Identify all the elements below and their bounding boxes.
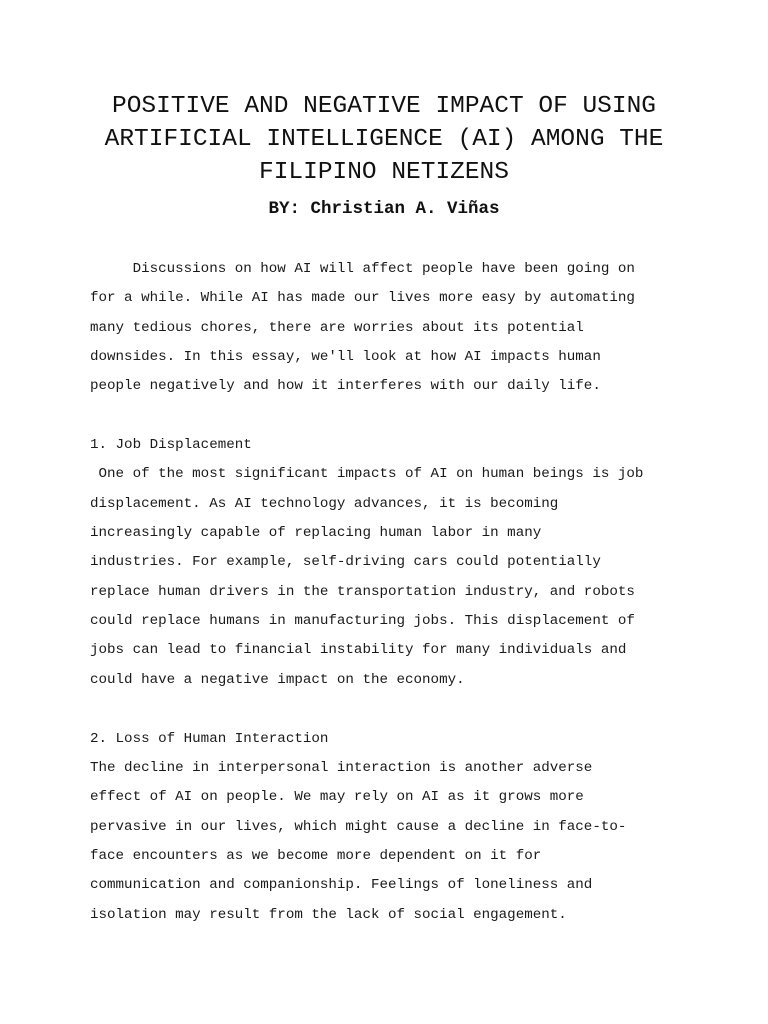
text-line: pervasive in our lives, which might cause a decline in face-to- (90, 818, 627, 835)
text-line: many tedious chores, there are worries about its potential (90, 319, 584, 336)
title-line: FILIPINO NETIZENS (259, 159, 509, 186)
text-line: The decline in interpersonal interaction is another adverse (90, 759, 593, 776)
title-line: POSITIVE AND NEGATIVE IMPACT OF USING (112, 93, 656, 120)
text-line: effect of AI on people. We may rely on AI as it grows more (90, 789, 584, 806)
text-line: face encounters as we become more dependent on it for (90, 847, 542, 864)
author-byline: BY: Christian A. Viñas (268, 199, 500, 219)
text-line: increasingly capable of replacing human labor in many (90, 525, 542, 542)
section-heading: 1. Job Displacement (90, 437, 252, 454)
document-title (40, 90, 728, 189)
text-line: for a while. While AI has made our lives more easy by automating (90, 290, 635, 307)
document-body (90, 255, 690, 930)
text-line: people negatively and how it interferes with our daily life. (90, 378, 601, 395)
text-line: replace human drivers in the transportation industry, and robots (90, 583, 635, 600)
intro-paragraph (90, 255, 690, 402)
section-loss-of-human-interaction (90, 725, 690, 930)
text-line: could have a negative impact on the economy. (90, 671, 465, 688)
paragraph-gap (90, 402, 690, 431)
text-line: displacement. As AI technology advances, it is becoming (90, 495, 559, 512)
text-line: Discussions on how AI will affect people have been going on (90, 261, 635, 277)
title-line: ARTIFICIAL INTELLIGENCE (AI) AMONG THE (104, 126, 664, 153)
text-line: industries. For example, self-driving cars could potentially (90, 554, 601, 571)
paragraph-gap (90, 695, 690, 724)
text-line: could replace humans in manufacturing jobs. This displacement of (90, 613, 635, 630)
text-line: isolation may result from the lack of social engagement. (90, 906, 567, 923)
section-heading: 2. Loss of Human Interaction (90, 730, 329, 747)
text-line: jobs can lead to financial instability for many individuals and (90, 642, 627, 659)
section-job-displacement (90, 431, 690, 695)
text-line: downsides. In this essay, we'll look at how AI impacts human (90, 349, 601, 366)
text-line: One of the most significant impacts of AI on human beings is job (90, 466, 644, 483)
text-line: communication and companionship. Feelings of loneliness and (90, 877, 593, 894)
